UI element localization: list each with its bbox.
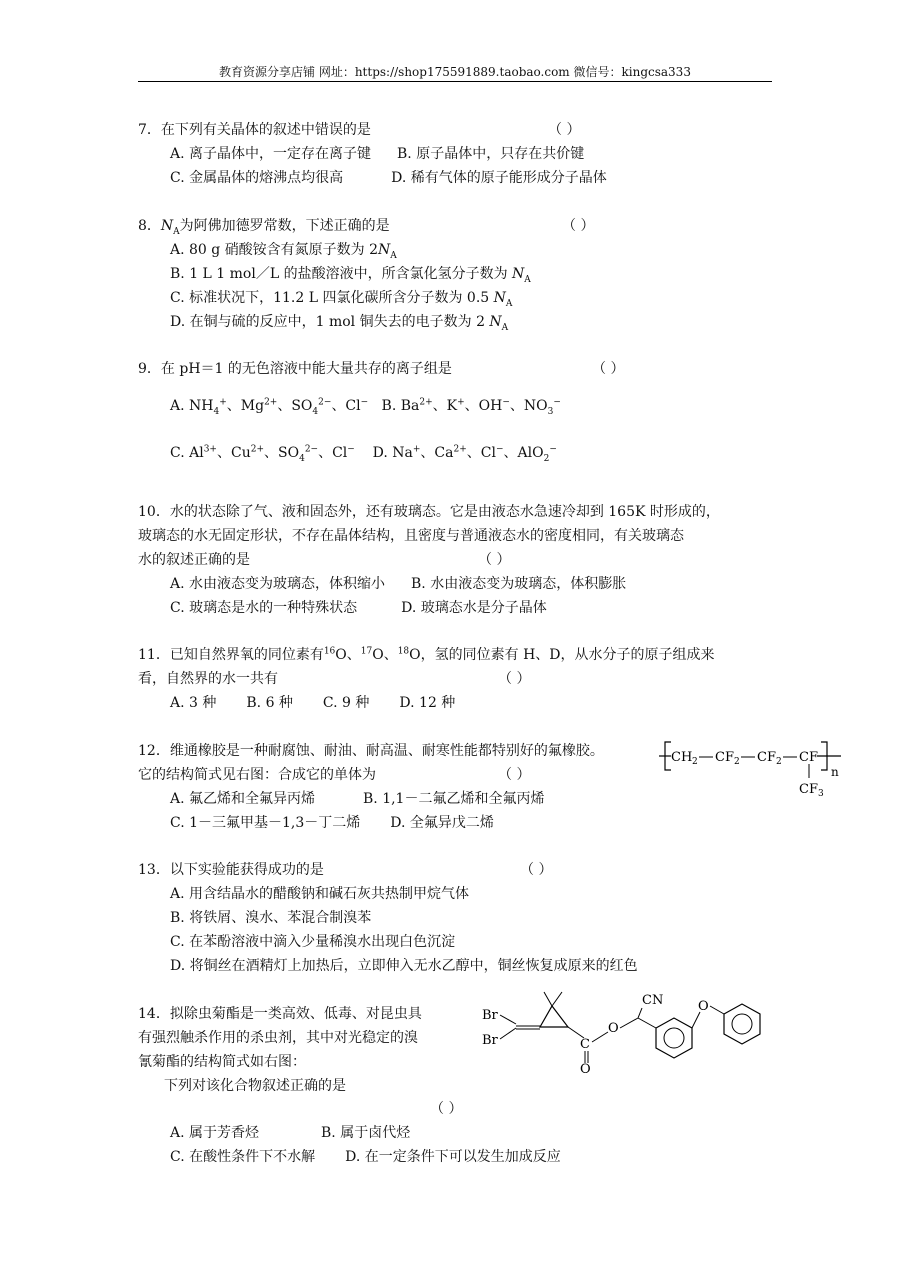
svg-text:2: 2 — [734, 757, 740, 767]
q11-options — [138, 691, 715, 715]
q7-option-d: D. 稀有气体的原子能形成分子晶体 — [391, 170, 607, 186]
q14-option-b: B. 属于卤代烃 — [321, 1125, 411, 1141]
q9-answer-paren: （ ） — [592, 361, 625, 377]
q10-row1 — [138, 572, 720, 596]
q13-stem: 13．以下实验能获得成功的是 — [138, 862, 324, 878]
q10-line1: 10．水的状态除了气、液和固态外，还有玻璃态。它是由液态水急速冷却到 165K 时形成的， — [138, 504, 720, 520]
q10-option-b: B. 水由液态变为玻璃态，体积膨胀 — [411, 576, 627, 592]
q13-option-b: B. 将铁屑、溴水、苯混合制溴苯 — [170, 910, 372, 926]
q9-row1: A. $NH_4^+$、$Mg^{2+}$、$SO_4^{2-}$、Cl− B. $Ba^{2+}$、K+、OH−、$NO_3^-$ — [170, 397, 561, 417]
question-13 — [138, 858, 638, 978]
svg-text:C: C — [580, 1037, 590, 1052]
q8-option-a: A. 80 g 硝酸铵含有氮原子数为 $2N_A$ — [170, 242, 397, 261]
deltamethrin-structure-diagram — [480, 984, 780, 1078]
q10-option-c: C. 玻璃态是水的一种特殊状态 — [170, 600, 358, 616]
q12-line1: 12．维通橡胶是一种耐腐蚀、耐油、耐高温、耐寒性能都特别好的氟橡胶。 — [138, 743, 604, 759]
q14-row2 — [138, 1145, 561, 1169]
q14-line2: 有强烈触杀作用的杀虫剂，其中对光稳定的溴 — [138, 1030, 418, 1046]
svg-text:CN: CN — [642, 993, 664, 1008]
q14-line4: 下列对该化合物叙述正确的是 — [164, 1078, 346, 1094]
q10-option-a: A. 水由液态变为玻璃态，体积缩小 — [170, 576, 386, 592]
q11-option-c: C. 9 种 — [322, 695, 370, 711]
q7-option-a: A. 离子晶体中，一定存在离子键 — [170, 146, 372, 162]
q10-answer-paren: （ ） — [478, 552, 511, 568]
q11-option-a: A. 3 种 — [170, 695, 217, 711]
question-10 — [138, 500, 720, 620]
q7-answer-paren: （ ） — [548, 122, 581, 138]
svg-text:Br: Br — [482, 1008, 498, 1023]
q7-option-c: C. 金属晶体的熔沸点均很高 — [170, 170, 344, 186]
q7-row1 — [138, 142, 607, 166]
question-12 — [138, 739, 604, 835]
q12-option-a: A. 氟乙烯和全氟异丙烯 — [170, 791, 316, 807]
q8-option-b: B. 1 L 1 mol／L 的盐酸溶液中，所含氯化氢分子数为 $N_A$ — [170, 266, 531, 285]
q11-answer-paren: （ ） — [498, 671, 531, 687]
svg-text:O: O — [698, 999, 709, 1014]
svg-text:2: 2 — [776, 757, 782, 767]
q11-option-d: D. 12 种 — [399, 695, 456, 711]
q12-answer-paren: （ ） — [498, 767, 531, 783]
q8-answer-paren: （ ） — [562, 218, 595, 234]
q8-option-c: C. 标准状况下，11.2 L 四氯化碳所含分子数为 0.5 $N_A$ — [170, 290, 513, 309]
q13-answer-paren: （ ） — [520, 862, 553, 878]
q12-option-b: B. 1,1－二氟乙烯和全氟丙烯 — [363, 791, 545, 807]
q14-row1 — [138, 1121, 561, 1145]
svg-text:Br: Br — [482, 1033, 498, 1048]
q9-stem: 9．在 pH＝1 的无色溶液中能大量共存的离子组是 — [138, 361, 452, 377]
q10-row2 — [138, 596, 720, 620]
q12-row2 — [138, 811, 604, 835]
question-9 — [138, 357, 452, 381]
q10-line3: 水的叙述正确的是 — [138, 552, 250, 568]
page-header: 教育资源分享店铺 网址：https://shop175591889.taobao.com 微信号：kingcsa333 — [219, 65, 691, 79]
q11-line1: 11．已知自然界氧的同位素有$^{16}$O、$^{17}$O、$^{18}$O，氢的同位素有 H、D，从水分子的原子组成来 — [138, 646, 715, 663]
q10-option-d: D. 玻璃态水是分子晶体 — [401, 600, 547, 616]
q12-line2: 它的结构简式见右图：合成它的单体为 — [138, 767, 376, 783]
q8-stem: 8．$N_A$为阿佛加德罗常数，下述正确的是 — [138, 218, 390, 237]
header-divider — [138, 81, 772, 82]
q8-option-d: D. 在铜与硫的反应中，1 mol 铜失去的电子数为 2 $N_A$ — [170, 314, 509, 333]
q14-options — [138, 1121, 561, 1169]
q14-answer-paren: （ ） — [430, 1101, 463, 1117]
q14-line1: 14．拟除虫菊酯是一类高效、低毒、对昆虫具 — [138, 1006, 422, 1022]
q9-row2: C. $Al^{3+}$、$Cu^{2+}$、$SO_4^{2-}$、Cl− D. Na+、$Ca^{2+}$、Cl−、AlO$_2$− — [170, 444, 557, 464]
q7-option-b: B. 原子晶体中，只存在共价键 — [397, 146, 585, 162]
question-8 — [138, 214, 531, 334]
q13-option-c: C. 在苯酚溶液中滴入少量稀溴水出现白色沉淀 — [170, 934, 456, 950]
q12-option-c: C. 1－三氟甲基－1,3－丁二烯 — [170, 815, 361, 831]
svg-text:2: 2 — [692, 757, 698, 767]
svg-text:CF: CF — [757, 750, 776, 765]
svg-text:CH: CH — [671, 750, 693, 765]
polymer-structure-diagram — [655, 736, 865, 804]
q13-option-d: D. 将铜丝在酒精灯上加热后，立即伸入无水乙醇中，铜丝恢复成原来的红色 — [170, 958, 638, 974]
svg-text:CF: CF — [715, 750, 734, 765]
q12-option-d: D. 全氟异戊二烯 — [390, 815, 494, 831]
svg-text:O: O — [580, 1062, 591, 1077]
q14-option-a: A. 属于芳香烃 — [170, 1125, 260, 1141]
question-7 — [138, 118, 607, 190]
q11-line2: 看，自然界的水一共有 — [138, 671, 278, 687]
svg-text:CF: CF — [799, 782, 818, 797]
q14-option-c: C. 在酸性条件下不水解 — [170, 1149, 316, 1165]
q7-row2 — [138, 166, 607, 190]
q11-option-b: B. 6 种 — [246, 695, 293, 711]
question-14 — [138, 1002, 422, 1098]
svg-text:CF: CF — [799, 750, 818, 765]
question-11 — [138, 643, 715, 715]
q7-stem: 7．在下列有关晶体的叙述中错误的是 — [138, 122, 371, 138]
svg-text:O: O — [608, 1021, 619, 1036]
q10-line2: 玻璃态的水无固定形状，不存在晶体结构，且密度与普通液态水的密度相同，有关玻璃态 — [138, 528, 684, 544]
q14-option-d: D. 在一定条件下可以发生加成反应 — [345, 1149, 561, 1165]
q14-line3: 氰菊酯的结构简式如右图： — [138, 1054, 306, 1070]
q13-option-a: A. 用含结晶水的醋酸钠和碱石灰共热制甲烷气体 — [170, 886, 470, 902]
svg-text:3: 3 — [818, 789, 824, 799]
q12-row1 — [138, 787, 604, 811]
svg-text:n: n — [831, 765, 839, 779]
